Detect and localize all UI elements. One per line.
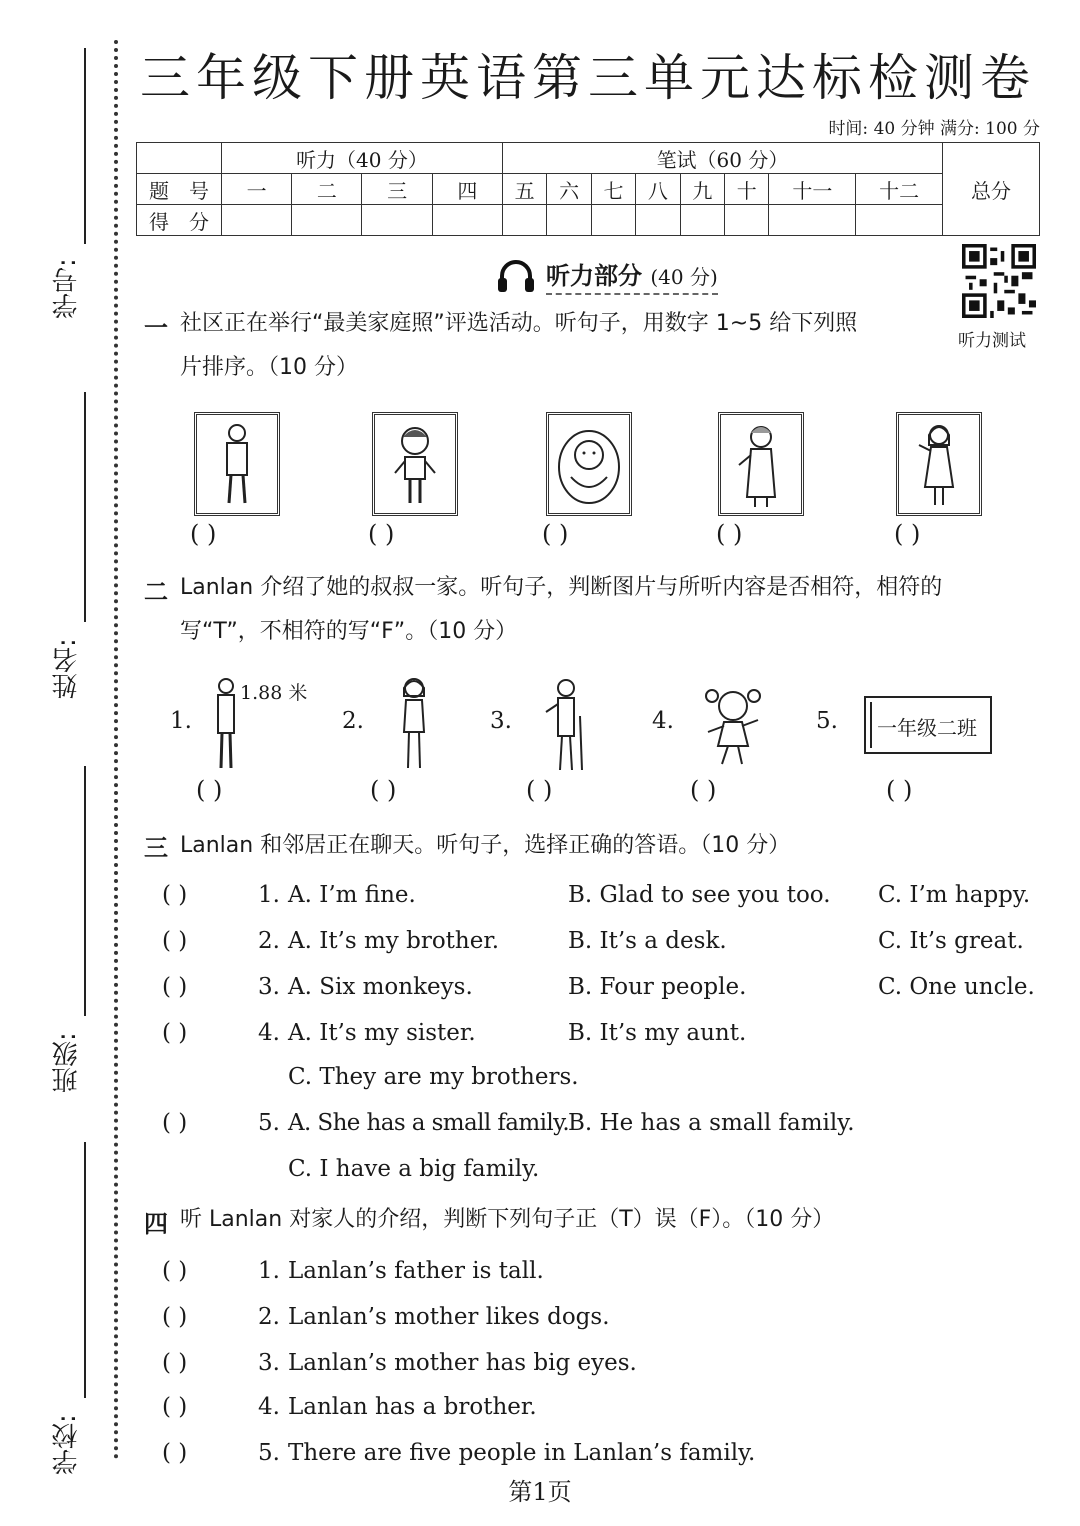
q1-text-line2: 片排序。（10 分） [180, 355, 358, 380]
col-number: 六 [547, 174, 591, 205]
col-number: 九 [680, 174, 724, 205]
time-info: 时间: 40 分钟 满分: 100 分 [828, 119, 1040, 139]
row-number-label: 题 号 [137, 174, 222, 205]
school-label: 学校: [52, 1414, 82, 1476]
class-sign-text: 一年级二班 [877, 716, 977, 740]
q4-paren-3[interactable]: ( ) [162, 1350, 188, 1376]
col-number: 五 [502, 174, 546, 205]
q2-instruction [180, 566, 1040, 654]
q2-text-line1: Lanlan 介绍了她的叔叔一家。听句子，判断图片与所听内容是否相符，相符的 [180, 575, 943, 600]
q1-photo-man [194, 412, 280, 516]
boy-icon [375, 415, 455, 513]
q3-item-3-option-c: C. One uncle. [878, 974, 1035, 1000]
writing-score-header: 笔试（60 分） [502, 143, 942, 174]
q4-item-3-number: 3. [258, 1350, 280, 1376]
q3-item-3-option-a: A. Six monkeys. [288, 974, 473, 1000]
score-table [136, 142, 1040, 236]
q2-number: 二 [144, 578, 168, 606]
q3-paren-5[interactable]: ( ) [162, 1110, 188, 1136]
q2-answer-2[interactable]: ( ) [370, 776, 397, 804]
q2-item-4-number: 4. [652, 708, 674, 734]
listening-score-header: 听力（40 分） [222, 143, 503, 174]
q3-item-1-number: 1. [258, 882, 280, 908]
score-cell[interactable] [636, 205, 680, 236]
q1-number: 一 [144, 314, 168, 342]
name-line[interactable] [84, 392, 86, 622]
q3-item-1-option-b: B. Glad to see you too. [568, 882, 831, 908]
score-cell[interactable] [725, 205, 769, 236]
q3-item-5-option-c: C. I have a big family. [288, 1156, 540, 1182]
qr-code-icon[interactable] [962, 244, 1036, 318]
score-cell[interactable] [292, 205, 362, 236]
q1-answer-5[interactable]: ( ) [894, 520, 921, 548]
q3-item-3-option-b: B. Four people. [568, 974, 747, 1000]
col-number: 四 [432, 174, 502, 205]
q4-item-4-number: 4. [258, 1394, 280, 1420]
class-label: 班级: [52, 1032, 82, 1094]
q2-answer-5[interactable]: ( ) [886, 776, 913, 804]
woman-short-hair-icon [392, 674, 436, 772]
q3-instruction: Lanlan 和邻居正在聊天。听句子，选择正确的答语。（10 分） [180, 833, 791, 858]
q1-answer-3[interactable]: ( ) [542, 520, 569, 548]
q3-paren-4[interactable]: ( ) [162, 1020, 188, 1046]
q2-answer-4[interactable]: ( ) [690, 776, 717, 804]
q2-text-line2: 写“T”，不相符的写“F”。（10 分） [180, 619, 518, 644]
q3-item-5-option-b: B. He has a small family. [568, 1110, 855, 1136]
grandpa-icon [538, 676, 590, 774]
student-no-line[interactable] [84, 48, 86, 244]
q1-answer-4[interactable]: ( ) [716, 520, 743, 548]
q4-instruction: 听 Lanlan 对家人的介绍，判断下列句子正（T）误（F）。（10 分） [180, 1207, 835, 1232]
man-icon [197, 415, 277, 513]
girl-icon [700, 682, 766, 770]
student-no-label: 学号: [52, 258, 82, 320]
cut-line [114, 40, 118, 1460]
q4-paren-4[interactable]: ( ) [162, 1394, 188, 1420]
q3-paren-1[interactable]: ( ) [162, 882, 188, 908]
height-label: 1.88 米 [240, 682, 308, 704]
q2-answer-1[interactable]: ( ) [196, 776, 223, 804]
listening-heading-text: 听力部分 [546, 262, 642, 290]
q4-number: 四 [144, 1210, 168, 1238]
q2-answer-3[interactable]: ( ) [526, 776, 553, 804]
q3-item-2-option-c: C. It’s great. [878, 928, 1024, 954]
q2-item-2-number: 2. [342, 708, 364, 734]
q2-item-3-number: 3. [490, 708, 512, 734]
total-score-header: 总分 [943, 143, 1040, 236]
q4-item-1-text: Lanlan’s father is tall. [288, 1258, 544, 1284]
q3-item-4-option-c: C. They are my brothers. [288, 1064, 579, 1090]
q4-paren-1[interactable]: ( ) [162, 1258, 188, 1284]
score-cell[interactable] [222, 205, 292, 236]
q3-item-5-option-a: A. She has a small family. [288, 1110, 570, 1136]
q1-answer-2[interactable]: ( ) [368, 520, 395, 548]
q2-item-1-number: 1. [170, 708, 192, 734]
q3-paren-2[interactable]: ( ) [162, 928, 188, 954]
q4-paren-2[interactable]: ( ) [162, 1304, 188, 1330]
class-line[interactable] [84, 766, 86, 1016]
woman-icon [899, 415, 979, 513]
class-sign [864, 696, 992, 754]
page-title: 三年级下册英语第三单元达标检测卷 [140, 49, 1036, 107]
q4-item-5-number: 5. [258, 1440, 280, 1466]
col-number: 十一 [769, 174, 856, 205]
q1-answer-1[interactable]: ( ) [190, 520, 217, 548]
q2-item-5-number: 5. [816, 708, 838, 734]
col-number: 三 [362, 174, 432, 205]
score-cell[interactable] [680, 205, 724, 236]
q3-item-3-number: 3. [258, 974, 280, 1000]
score-cell[interactable] [547, 205, 591, 236]
q3-item-2-option-a: A. It’s my brother. [288, 928, 500, 954]
q1-photo-woman [896, 412, 982, 516]
score-cell[interactable] [502, 205, 546, 236]
listening-points: (40 分) [650, 265, 718, 289]
q4-item-2-text: Lanlan’s mother likes dogs. [288, 1304, 610, 1330]
q3-item-4-number: 4. [258, 1020, 280, 1046]
score-cell[interactable] [769, 205, 856, 236]
col-number: 七 [591, 174, 635, 205]
col-number: 二 [292, 174, 362, 205]
q1-photo-grandma [718, 412, 804, 516]
page-number: 第1页 [508, 1478, 572, 1506]
q1-text-line1: 社区正在举行“最美家庭照”评选活动。听句子，用数字 1~5 给下列照 [180, 311, 858, 336]
grandma-icon [721, 415, 801, 513]
q3-item-2-number: 2. [258, 928, 280, 954]
row-score-label: 得 分 [137, 205, 222, 236]
q4-item-5-text: There are five people in Lanlan’s family. [288, 1440, 756, 1466]
qr-label: 听力测试 [958, 331, 1026, 351]
q4-paren-5[interactable]: ( ) [162, 1440, 188, 1466]
score-cell[interactable] [432, 205, 502, 236]
q3-item-2-option-b: B. It’s a desk. [568, 928, 727, 954]
q4-item-3-text: Lanlan’s mother has big eyes. [288, 1350, 637, 1376]
q3-number: 三 [144, 834, 168, 862]
q3-paren-3[interactable]: ( ) [162, 974, 188, 1000]
score-cell[interactable] [362, 205, 432, 236]
col-number: 一 [222, 174, 292, 205]
score-cell[interactable] [591, 205, 635, 236]
col-number: 十二 [856, 174, 943, 205]
q3-item-1-option-a: A. I’m fine. [288, 882, 416, 908]
score-cell[interactable] [856, 205, 943, 236]
q1-instruction [180, 302, 960, 390]
col-number: 十 [725, 174, 769, 205]
q4-item-2-number: 2. [258, 1304, 280, 1330]
school-line[interactable] [84, 1142, 86, 1398]
q4-item-4-text: Lanlan has a brother. [288, 1394, 537, 1420]
q4-item-1-number: 1. [258, 1258, 280, 1284]
q3-item-4-option-a: A. It’s my sister. [288, 1020, 476, 1046]
name-label: 姓名: [52, 638, 82, 700]
listening-heading [546, 256, 718, 295]
q1-photo-baby [546, 412, 632, 516]
q1-photo-boy [372, 412, 458, 516]
q3-item-4-option-b: B. It’s my aunt. [568, 1020, 747, 1046]
q3-item-5-number: 5. [258, 1110, 280, 1136]
headphone-icon [496, 258, 536, 294]
baby-icon [549, 415, 629, 513]
col-number: 八 [636, 174, 680, 205]
q3-item-1-option-c: C. I’m happy. [878, 882, 1031, 908]
